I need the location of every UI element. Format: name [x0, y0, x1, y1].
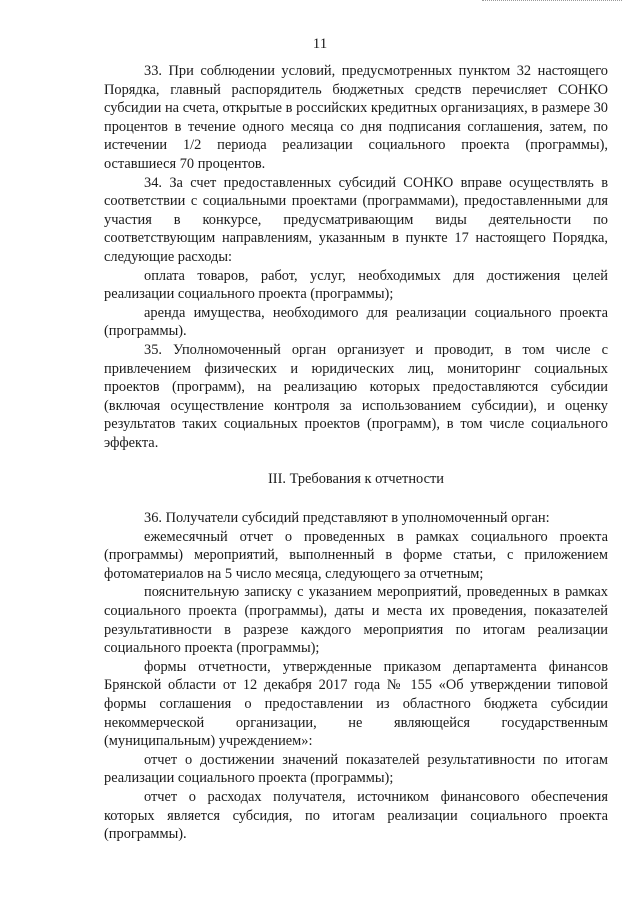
- paragraph-36: 36. Получатели субсидий представляют в уполномоченный орган:: [144, 510, 550, 527]
- paragraph-36-explanatory-note: пояснительную записку с указанием мероприятий, проведенных в рамках социального проекта (программы), даты и места их проведения, показателей результативности в разрезе каждого мероприятия по итогам реализации социального проекта (программы);: [104, 584, 608, 657]
- page-number: 11: [312, 36, 328, 52]
- paragraph-34: 34. За счет предоставленных субсидий СОНКО вправе осуществлять в соответствии с социальными проектами (программами), предоставленными для участия в конкурсе, предусматривающим виды деятельности по соответствующим направлениям, указанным в пункте 17 настоящего Порядка, следующие расходы:: [104, 174, 608, 265]
- section-heading: III. Требования к отчетности: [268, 471, 444, 488]
- paragraph-33: 33. При соблюдении условий, предусмотренных пунктом 32 настоящего Порядка, главный распорядитель бюджетных средств перечисляет СОНКО субсидии на счета, открытые в российских кредитных организациях, в размере 30 процентов в течение одного месяца со дня подписания соглашения, затем, по истечении 1/2 периода реализации социального проекта (программы), оставшиеся 70 процентов.: [104, 63, 608, 172]
- paragraph-36-reporting-forms: формы отчетности, утвержденные приказом департамента финансов Брянской области от 12 декабря 2017 года № 155 «Об утверждении типовой формы соглашения о предоставлении из областного бюджета субсидии некоммерческой организации, не являющейся государственным (муниципальным) учреждением»:: [104, 658, 608, 750]
- document-body: [104, 62, 608, 844]
- paragraph-34-item-rent: аренда имущества, необходимого для реализации социального проекта (программы).: [104, 304, 608, 340]
- paragraph-35: 35. Уполномоченный орган организует и проводит, в том числе с привлечением физических и юридических лиц, мониторинг социальных проектов (программ), на реализацию которых предоставляются субсидии (включая осуществление контроля за использованием субсидии), и оценку результатов таких социальных проектов (программ), в том числе социального эффекта.: [104, 341, 608, 451]
- paragraph-36-performance-report: отчет о достижении значений показателей результативности по итогам реализации социального проекта (программы);: [104, 751, 608, 787]
- paragraph-34-item-goods: оплата товаров, работ, услуг, необходимых для достижения целей реализации социального проекта (программы);: [104, 267, 608, 303]
- paragraph-36-expense-report: отчет о расходах получателя, источником финансового обеспечения которых является субсидия, по итогам реализации социального проекта (программы).: [104, 788, 608, 843]
- paragraph-36-monthly-report: ежемесячный отчет о проведенных в рамках социального проекта (программы) мероприятий, выполненный в форме статьи, с приложением фотоматериалов на 5 число месяца, следующего за отчетным;: [104, 528, 608, 582]
- scan-edge-marks: [482, 0, 622, 3]
